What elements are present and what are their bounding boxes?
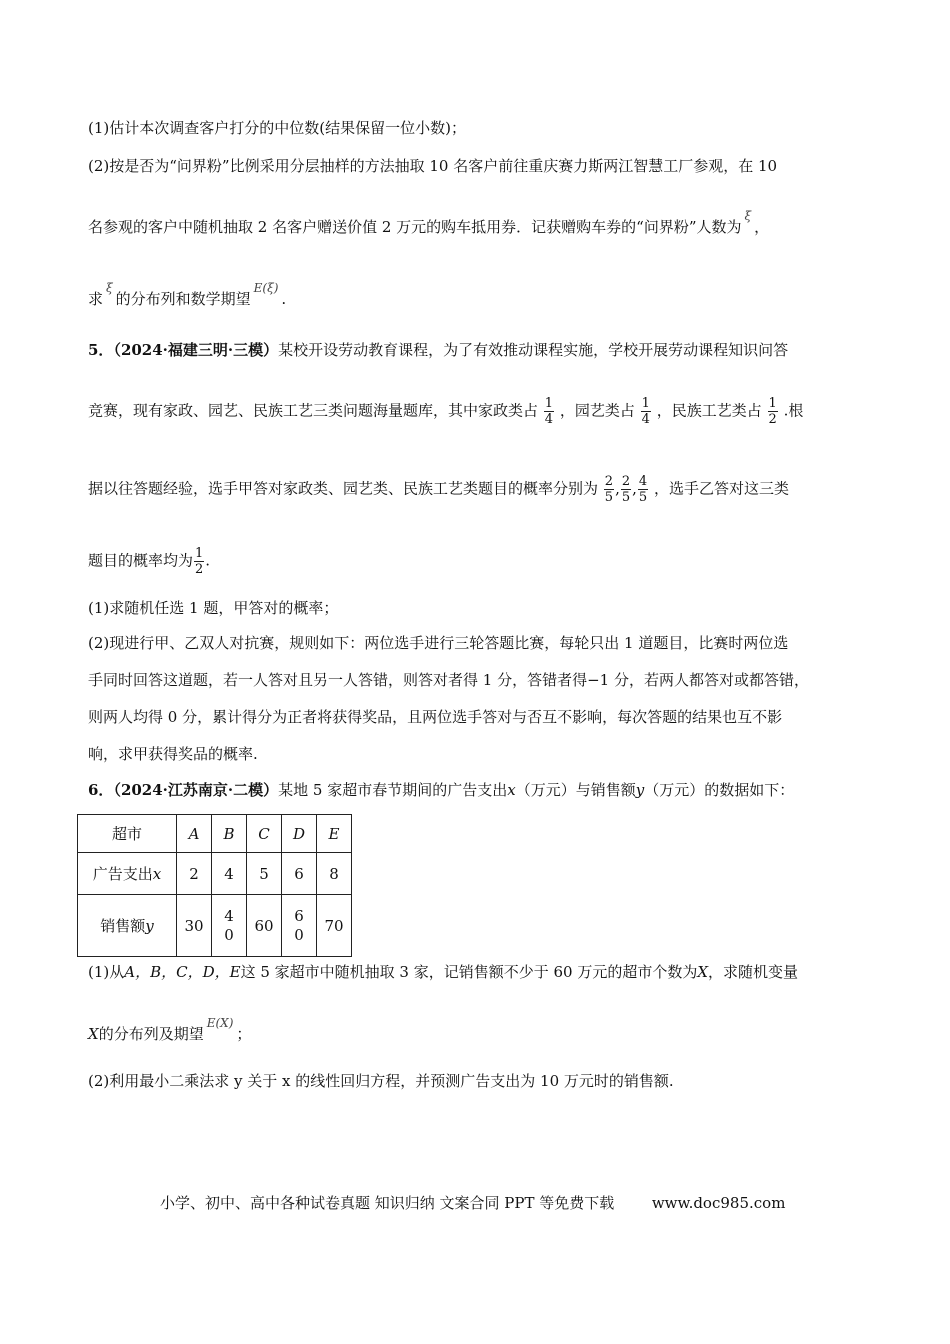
table-cell: C <box>247 815 282 853</box>
fraction-1-4: $\frac{1}{4}$ <box>544 396 554 427</box>
fraction-1-4: $\frac{1}{4}$ <box>641 396 650 427</box>
expectation-symbol: E(X) <box>206 1016 234 1030</box>
table-row <box>78 895 352 957</box>
table-cell: B <box>212 815 247 853</box>
page-footer <box>160 1192 785 1213</box>
xi-symbol: ξ <box>106 281 113 295</box>
q6-sub2: (2)利用最小二乘法求 y 关于 x 的线性回归方程，并预测广告支出为 10 万元时的销售额. <box>88 1072 674 1090</box>
q5-sub2-line1: (2)现进行甲、乙双人对抗赛，规则如下：两位选手进行三轮答题比赛，每轮只出 1 道题目，比赛时两位选 <box>88 634 789 652</box>
table-cell: 6 0 <box>282 895 317 957</box>
expectation-symbol: E(ξ) <box>253 281 279 295</box>
fraction-2-5: $\frac{2}{5}$ <box>621 474 631 505</box>
q6-intro: 6．（2024·江苏南京·二模）某地 5 家超市春节期间的广告支出x（万元）与销售额y（万元）的数据如下： <box>88 781 795 799</box>
table-cell: 6 <box>282 853 317 895</box>
q4-part1: (1)估计本次调查客户打分的中位数(结果保留一位小数)； <box>88 119 466 137</box>
q4-part2-line3: 求$^\xi$的分布列和数学期望$^{E(\xi)}$. <box>88 281 287 308</box>
q5-number: 5． <box>88 341 114 359</box>
fraction-4-5: $\frac{4}{5}$ <box>638 474 648 505</box>
q5-sub2-line4: 响，求甲获得奖品的概率. <box>88 745 258 763</box>
q5-intro: 5．（2024·福建三明·三模）某校开设劳动教育课程，为了有效推动课程实施，学校开展劳动课程知识问答 <box>88 341 789 359</box>
table-cell: 销售额y <box>78 895 177 957</box>
table-cell: 60 <box>247 895 282 957</box>
q6-sub1-line1: (1)从A，B，C，D，E这 5 家超市中随机抽取 3 家，记销售额不少于 60 万元的超市个数为X，求随机变量 <box>88 963 799 981</box>
q5-line4: 题目的概率均为 $\frac{1}{2}$ . <box>88 546 211 577</box>
fraction-1-2: $\frac{1}{2}$ <box>768 396 777 427</box>
footer-text: 小学、初中、高中各种试卷真题 知识归纳 文案合同 PPT 等免费下载 <box>160 1194 615 1212</box>
table-cell: E <box>317 815 352 853</box>
table-cell: 2 <box>177 853 212 895</box>
table-cell: 70 <box>317 895 352 957</box>
table-cell: 30 <box>177 895 212 957</box>
q5-source: （2024·福建三明·三模） <box>113 341 279 359</box>
q5-sub2-line3: 则两人均得 0 分，累计得分为正者将获得奖品，且两位选手答对与否互不影响，每次答题的结果也互不影 <box>88 708 783 726</box>
q4-part2-line1: (2)按是否为“问界粉”比例采用分层抽样的方法抽取 10 名客户前往重庆赛力斯两江智慧工厂参观，在 10 <box>88 157 778 175</box>
table-cell: 超市 <box>78 815 177 853</box>
table-row <box>78 815 352 853</box>
table-cell: A <box>177 815 212 853</box>
fraction-2-5: $\frac{2}{5}$ <box>604 474 614 505</box>
table-row <box>78 853 352 895</box>
table-cell: D <box>282 815 317 853</box>
xi-symbol: ξ <box>744 209 752 223</box>
fraction-1-2: $\frac{1}{2}$ <box>195 546 204 577</box>
q5-line3: 据以往答题经验，选手甲答对家政类、园艺类、民族工艺类题目的概率分别为 $\frac{2}{5}$ , $\frac{2}{5}$ , $\frac{4}{5}$ ，选手乙答对这三类 <box>88 474 789 505</box>
table-cell: 4 0 <box>212 895 247 957</box>
table-cell: 4 <box>212 853 247 895</box>
q5-sub1: (1)求随机任选 1 题，甲答对的概率； <box>88 599 339 617</box>
table-cell: 8 <box>317 853 352 895</box>
table-cell: 5 <box>247 853 282 895</box>
q6-source: （2024·江苏南京·二模） <box>113 781 279 799</box>
sales-data-table <box>77 814 352 957</box>
q6-sub1-line2: X的分布列及期望$^{E(X)}$； <box>88 1016 252 1043</box>
q4-part2-line2: 名参观的客户中随机抽取 2 名客户赠送价值 2 万元的购车抵用券．记获赠购车券的“问界粉”人数为$^\xi$， <box>88 209 770 236</box>
q5-sub2-line2: 手同时回答这道题，若一人答对且另一人答错，则答对者得 1 分，答错者得−1 分，若两人都答对或都答错， <box>88 671 809 689</box>
footer-url[interactable]: www.doc985.com <box>651 1194 786 1212</box>
table-cell: 广告支出x <box>78 853 177 895</box>
q6-number: 6． <box>88 781 114 799</box>
q5-line2: 竞赛，现有家政、园艺、民族工艺三类问题海量题库，其中家政类占 $\frac{1}{4}$ ，园艺类占 $\frac{1}{4}$ ，民族工艺类占 $\frac{1}{2}$ .根 <box>88 396 804 427</box>
